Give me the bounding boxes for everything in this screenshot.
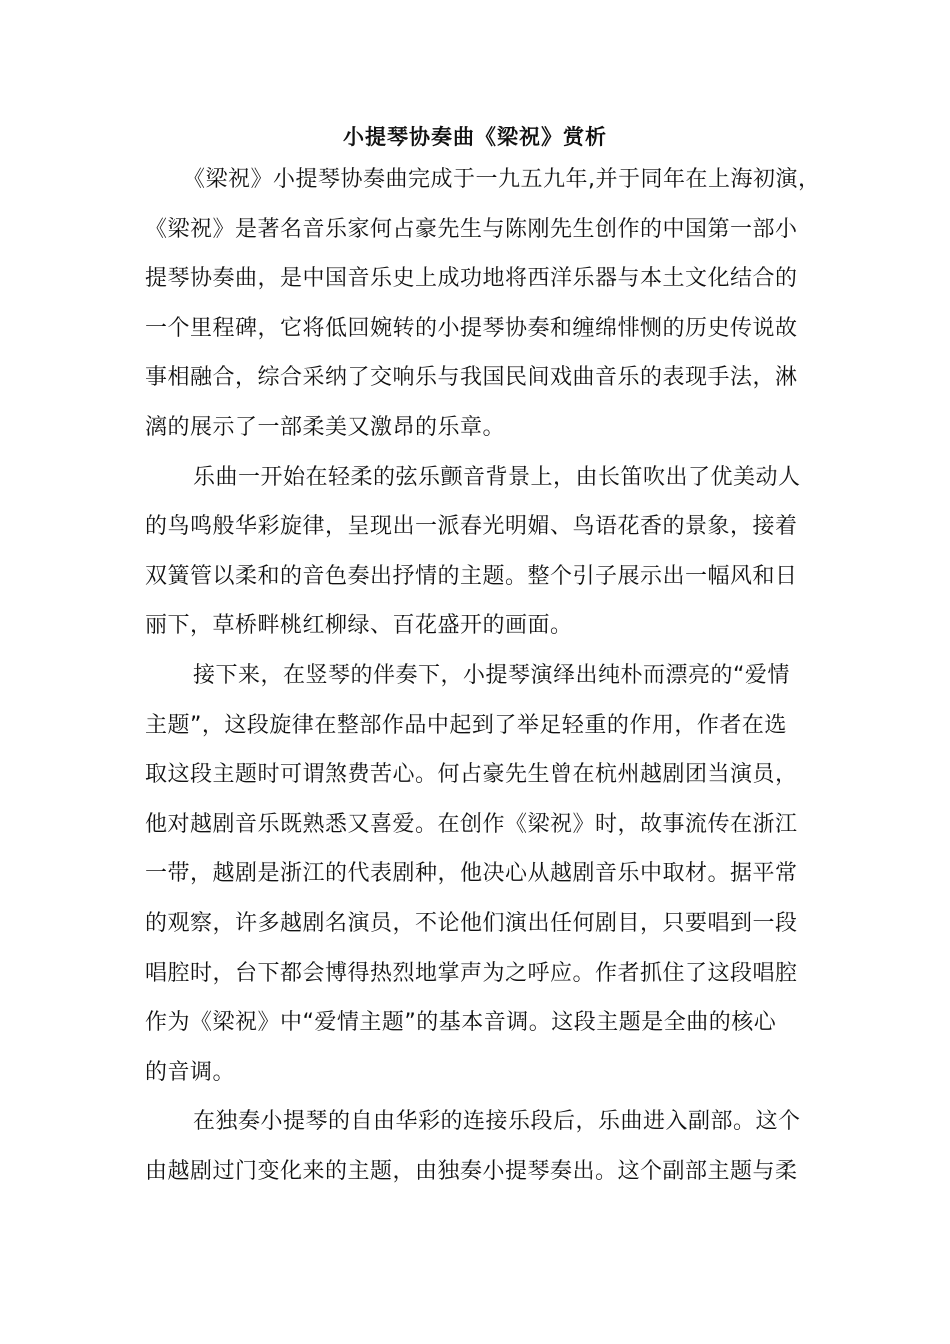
text-line: 他对越剧音乐既熟悉又喜爱。在创作《梁祝》时，故事流传在浙江: [145, 811, 798, 837]
paragraph-3: [145, 651, 815, 1097]
text-line: 漓的展示了一部柔美又激昂的乐章。: [145, 414, 506, 440]
paragraph-1: [145, 155, 821, 453]
text-line: 《梁祝》小提琴协奏曲完成于一九五九年,并于同年在上海初演，: [183, 167, 821, 192]
paragraph-4: [145, 1097, 815, 1196]
text-line: 主题”，这段旋律在整部作品中起到了举足轻重的作用，作者在选: [145, 712, 787, 738]
text-line: 乐曲一开始在轻柔的弦乐颤音背景上，由长笛吹出了优美动人: [193, 464, 801, 490]
document-title: 小提琴协奏曲《梁祝》赏析: [343, 124, 607, 149]
text-line: 在独奏小提琴的自由华彩的连接乐段后，乐曲进入副部。这个: [193, 1109, 801, 1135]
text-line: 由越剧过门变化来的主题，由独奏小提琴奏出。这个副部主题与柔: [145, 1158, 798, 1184]
text-line: 一个里程碑，它将低回婉转的小提琴协奏和缠绵悱恻的历史传说故: [145, 315, 798, 341]
text-line: 丽下，草桥畔桃红柳绿、百花盛开的画面。: [145, 613, 573, 639]
text-line: 取这段主题时可谓煞费苦心。何占豪先生曾在杭州越剧团当演员，: [145, 762, 798, 788]
text-line: 接下来，在竖琴的伴奏下，小提琴演绎出纯朴而漂亮的“爱情: [193, 662, 790, 688]
text-line: 的观察，许多越剧名演员，不论他们演出任何剧目，只要唱到一段: [145, 910, 798, 936]
document-body: [145, 155, 821, 1196]
text-line: 的音调。: [145, 1059, 236, 1085]
text-line: 《梁祝》是著名音乐家何占豪先生与陈刚先生创作的中国第一部小: [145, 216, 798, 242]
text-line: 事相融合，综合采纳了交响乐与我国民间戏曲音乐的表现手法，淋: [145, 365, 798, 391]
paragraph-2: [145, 453, 815, 651]
text-line: 提琴协奏曲，是中国音乐史上成功地将西洋乐器与本土文化结合的: [145, 266, 798, 292]
text-line: 一带，越剧是浙江的代表剧种，他决心从越剧音乐中取材。据平常: [145, 861, 798, 887]
text-line: 双簧管以柔和的音色奏出抒情的主题。整个引子展示出一幅风和日: [145, 563, 798, 589]
text-line: 作为《梁祝》中“爱情主题”的基本音调。这段主题是全曲的核心: [145, 1010, 777, 1036]
text-line: 的鸟鸣般华彩旋律，呈现出一派春光明媚、鸟语花香的景象，接着: [145, 514, 798, 540]
text-line: 唱腔时，台下都会博得热烈地掌声为之呼应。作者抓住了这段唱腔: [145, 960, 798, 986]
